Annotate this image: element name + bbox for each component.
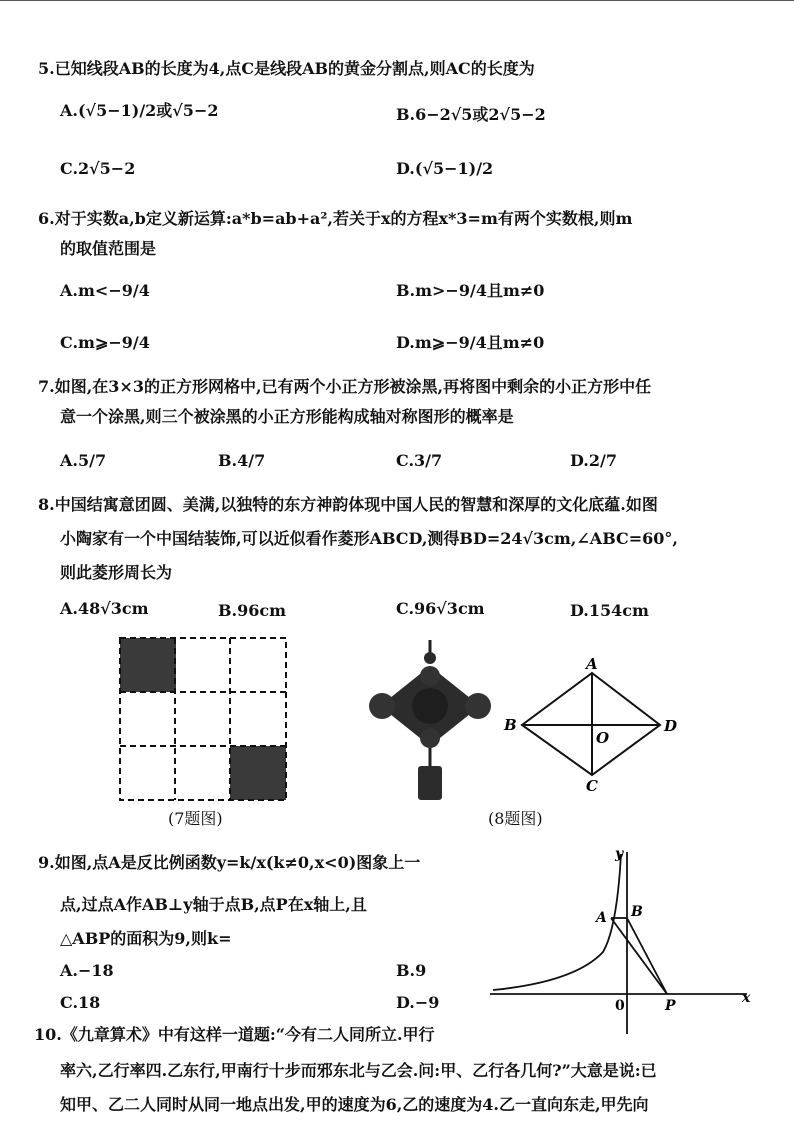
segment-ap — [611, 918, 667, 994]
q6-option-c: C.m⩾−9/4 — [60, 333, 150, 352]
label-x: x — [742, 990, 751, 1006]
shaded-square-top-left — [120, 638, 176, 692]
q8-option-d: D.154cm — [570, 601, 649, 620]
q9-option-d: D.−9 — [396, 993, 440, 1012]
q6-option-d: D.m⩾−9/4且m≠0 — [396, 333, 545, 352]
q10-stem-line1: 10.《九章算术》中有这样一道题:“今有二人同所立.甲行 — [34, 1025, 435, 1044]
label-o: O — [596, 729, 610, 747]
q9-stem-line2: 点,过点A作AB⊥y轴于点B,点P在x轴上,且 — [60, 895, 367, 914]
shaded-square-bottom-right — [230, 746, 286, 800]
q7-option-d: D.2/7 — [570, 451, 617, 470]
q8-rhombus-figure — [500, 655, 690, 800]
q9-stem-line3: △ABP的面积为9,则k= — [60, 929, 232, 948]
q5-option-b: B.6−2√5或2√5−2 — [396, 105, 546, 124]
q9-option-b: B.9 — [396, 961, 427, 980]
q5-option-c: C.2√5−2 — [60, 159, 136, 178]
q7-option-b: B.4/7 — [218, 451, 266, 470]
label-p: P — [665, 998, 676, 1014]
q9-option-a: A.−18 — [60, 961, 114, 980]
q6-option-b: B.m>−9/4且m≠0 — [396, 281, 545, 300]
chinese-knot-image — [368, 640, 498, 805]
label-origin: 0 — [615, 998, 625, 1014]
label-b: B — [631, 904, 643, 920]
label-a: A — [586, 655, 598, 673]
q8-option-a: A.48√3cm — [60, 599, 149, 618]
page-top-border — [0, 0, 794, 1]
q8-option-b: B.96cm — [218, 601, 287, 620]
q5-stem: 5.已知线段AB的长度为4,点C是线段AB的黄金分割点,则AC的长度为 — [38, 59, 535, 78]
q7-option-c: C.3/7 — [396, 451, 443, 470]
q8-stem-line2: 小陶家有一个中国结装饰,可以近似看作菱形ABCD,测得BD=24√3cm,∠ABC=60°, — [60, 529, 678, 548]
q7-stem-line1: 7.如图,在3×3的正方形网格中,已有两个小正方形被涂黑,再将图中剩余的小正方形中任 — [38, 377, 652, 396]
fig8-caption: (8题图) — [488, 809, 543, 828]
fig7-caption: (7题图) — [168, 809, 223, 828]
label-d: D — [664, 717, 678, 735]
q8-option-c: C.96√3cm — [396, 599, 485, 618]
segment-bp — [627, 918, 667, 994]
q7-stem-line2: 意一个涂黑,则三个被涂黑的小正方形能构成轴对称图形的概率是 — [60, 407, 514, 426]
q8-stem-line3: 则此菱形周长为 — [60, 563, 173, 582]
q6-option-a: A.m<−9/4 — [60, 281, 150, 300]
q8-stem-line1: 8.中国结寓意团圆、美满,以独特的东方神韵体现中国人民的智慧和深厚的文化底蕴.如图 — [38, 495, 658, 514]
label-a: A — [596, 910, 607, 926]
q5-option-a: A.(√5−1)/2或√5−2 — [60, 101, 219, 120]
q9-graph-figure — [485, 842, 760, 1042]
q7-grid-figure — [112, 630, 292, 805]
q9-stem-line1: 9.如图,点A是反比例函数y=k/x(k≠0,x<0)图象上一 — [38, 853, 421, 872]
q9-option-c: C.18 — [60, 993, 101, 1012]
label-c: C — [586, 777, 598, 795]
q10-stem-line2: 率六,乙行率四.乙东行,甲南行十步而邪东北与乙会.问:甲、乙行各几何?”大意是说:已 — [60, 1061, 657, 1080]
q7-option-a: A.5/7 — [60, 451, 107, 470]
q6-stem-line1: 6.对于实数a,b定义新运算:a*b=ab+a²,若关于x的方程x*3=m有两个实数根,则m — [38, 209, 633, 228]
q6-stem-line2: 的取值范围是 — [60, 239, 157, 258]
q5-option-d: D.(√5−1)/2 — [396, 159, 494, 178]
label-y: y — [615, 846, 624, 862]
label-b: B — [504, 716, 517, 734]
q10-stem-line3: 知甲、乙二人同时从同一地点出发,甲的速度为6,乙的速度为4.乙一直向东走,甲先向 — [60, 1095, 649, 1114]
